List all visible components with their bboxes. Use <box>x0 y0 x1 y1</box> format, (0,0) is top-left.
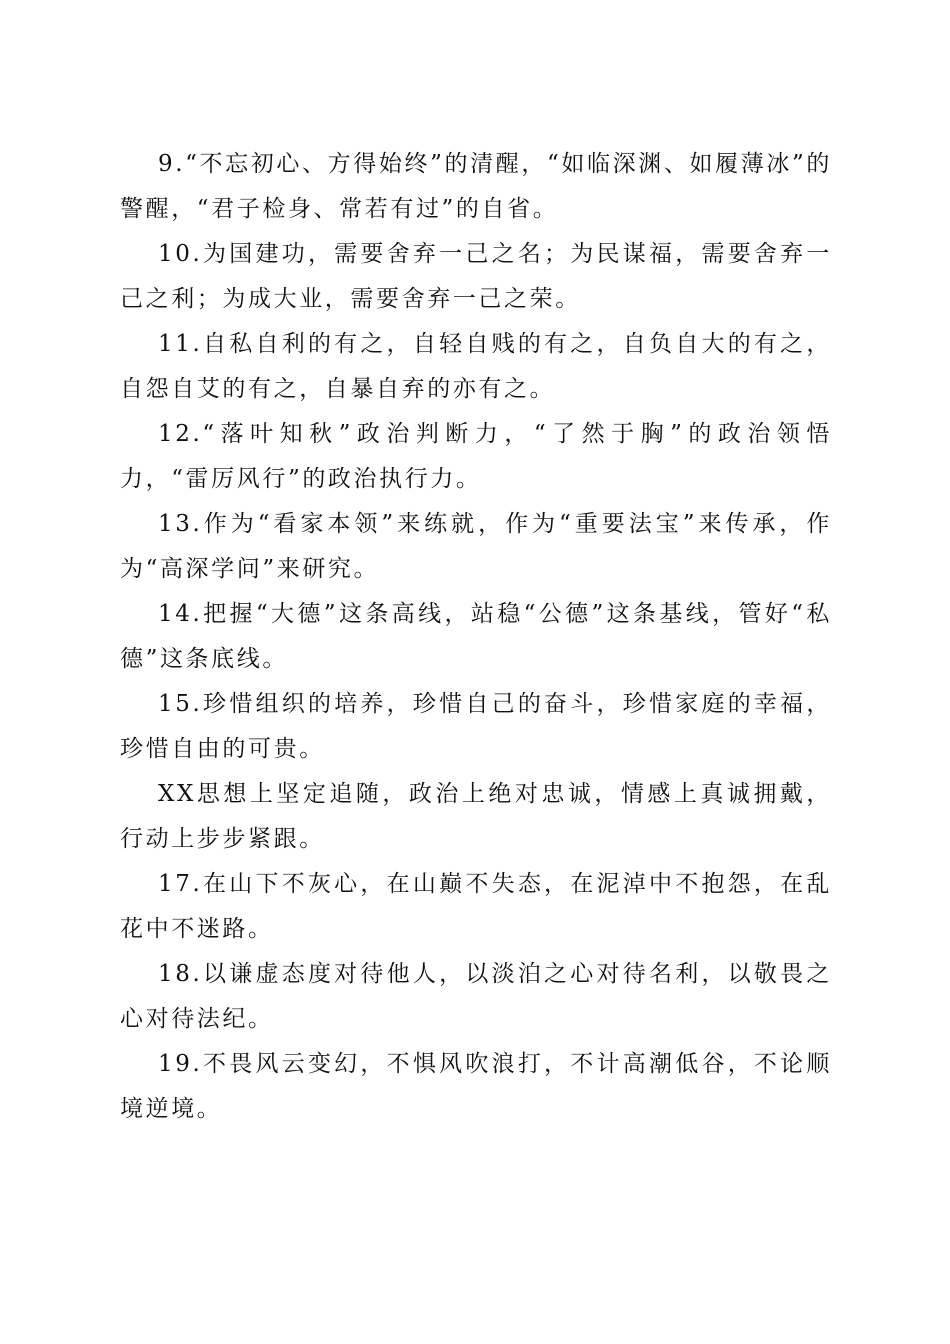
paragraph-15: 15.珍惜组织的培养，珍惜自己的奋斗，珍惜家庭的幸福，珍惜自由的可贵。 <box>120 691 832 762</box>
paragraph-12: 12.“落叶知秋”政治判断力，“了然于胸”的政治领悟力，“雷厉风行”的政治执行力。 <box>120 421 832 492</box>
paragraph-17: 17.在山下不灰心，在山巅不失态，在泥淖中不抱怨，在乱花中不迷路。 <box>120 871 832 942</box>
paragraph-13: 13.作为“看家本领”来练就，作为“重要法宝”来传承，作为“高深学问”来研究。 <box>120 511 832 582</box>
paragraph-11: 11.自私自利的有之，自轻自贱的有之，自负自大的有之，自怨自艾的有之，自暴自弃的亦有之。 <box>120 331 832 402</box>
paragraph-10: 10.为国建功，需要舍弃一己之名；为民谋福，需要舍弃一己之利；为成大业，需要舍弃一己之荣。 <box>120 241 832 312</box>
paragraph-16: XX思想上坚定追随，政治上绝对忠诚，情感上真诚拥戴，行动上步步紧跟。 <box>120 781 832 852</box>
paragraph-19: 19.不畏风云变幻，不惧风吹浪打，不计高潮低谷，不论顺境逆境。 <box>120 1051 832 1122</box>
paragraph-9: 9.“不忘初心、方得始终”的清醒，“如临深渊、如履薄冰”的警醒，“君子检身、常若有过”的自省。 <box>120 151 832 222</box>
paragraph-14: 14.把握“大德”这条高线，站稳“公德”这条基线，管好“私德”这条底线。 <box>120 601 832 672</box>
paragraph-18: 18.以谦虚态度对待他人，以淡泊之心对待名利，以敬畏之心对待法纪。 <box>120 961 832 1032</box>
